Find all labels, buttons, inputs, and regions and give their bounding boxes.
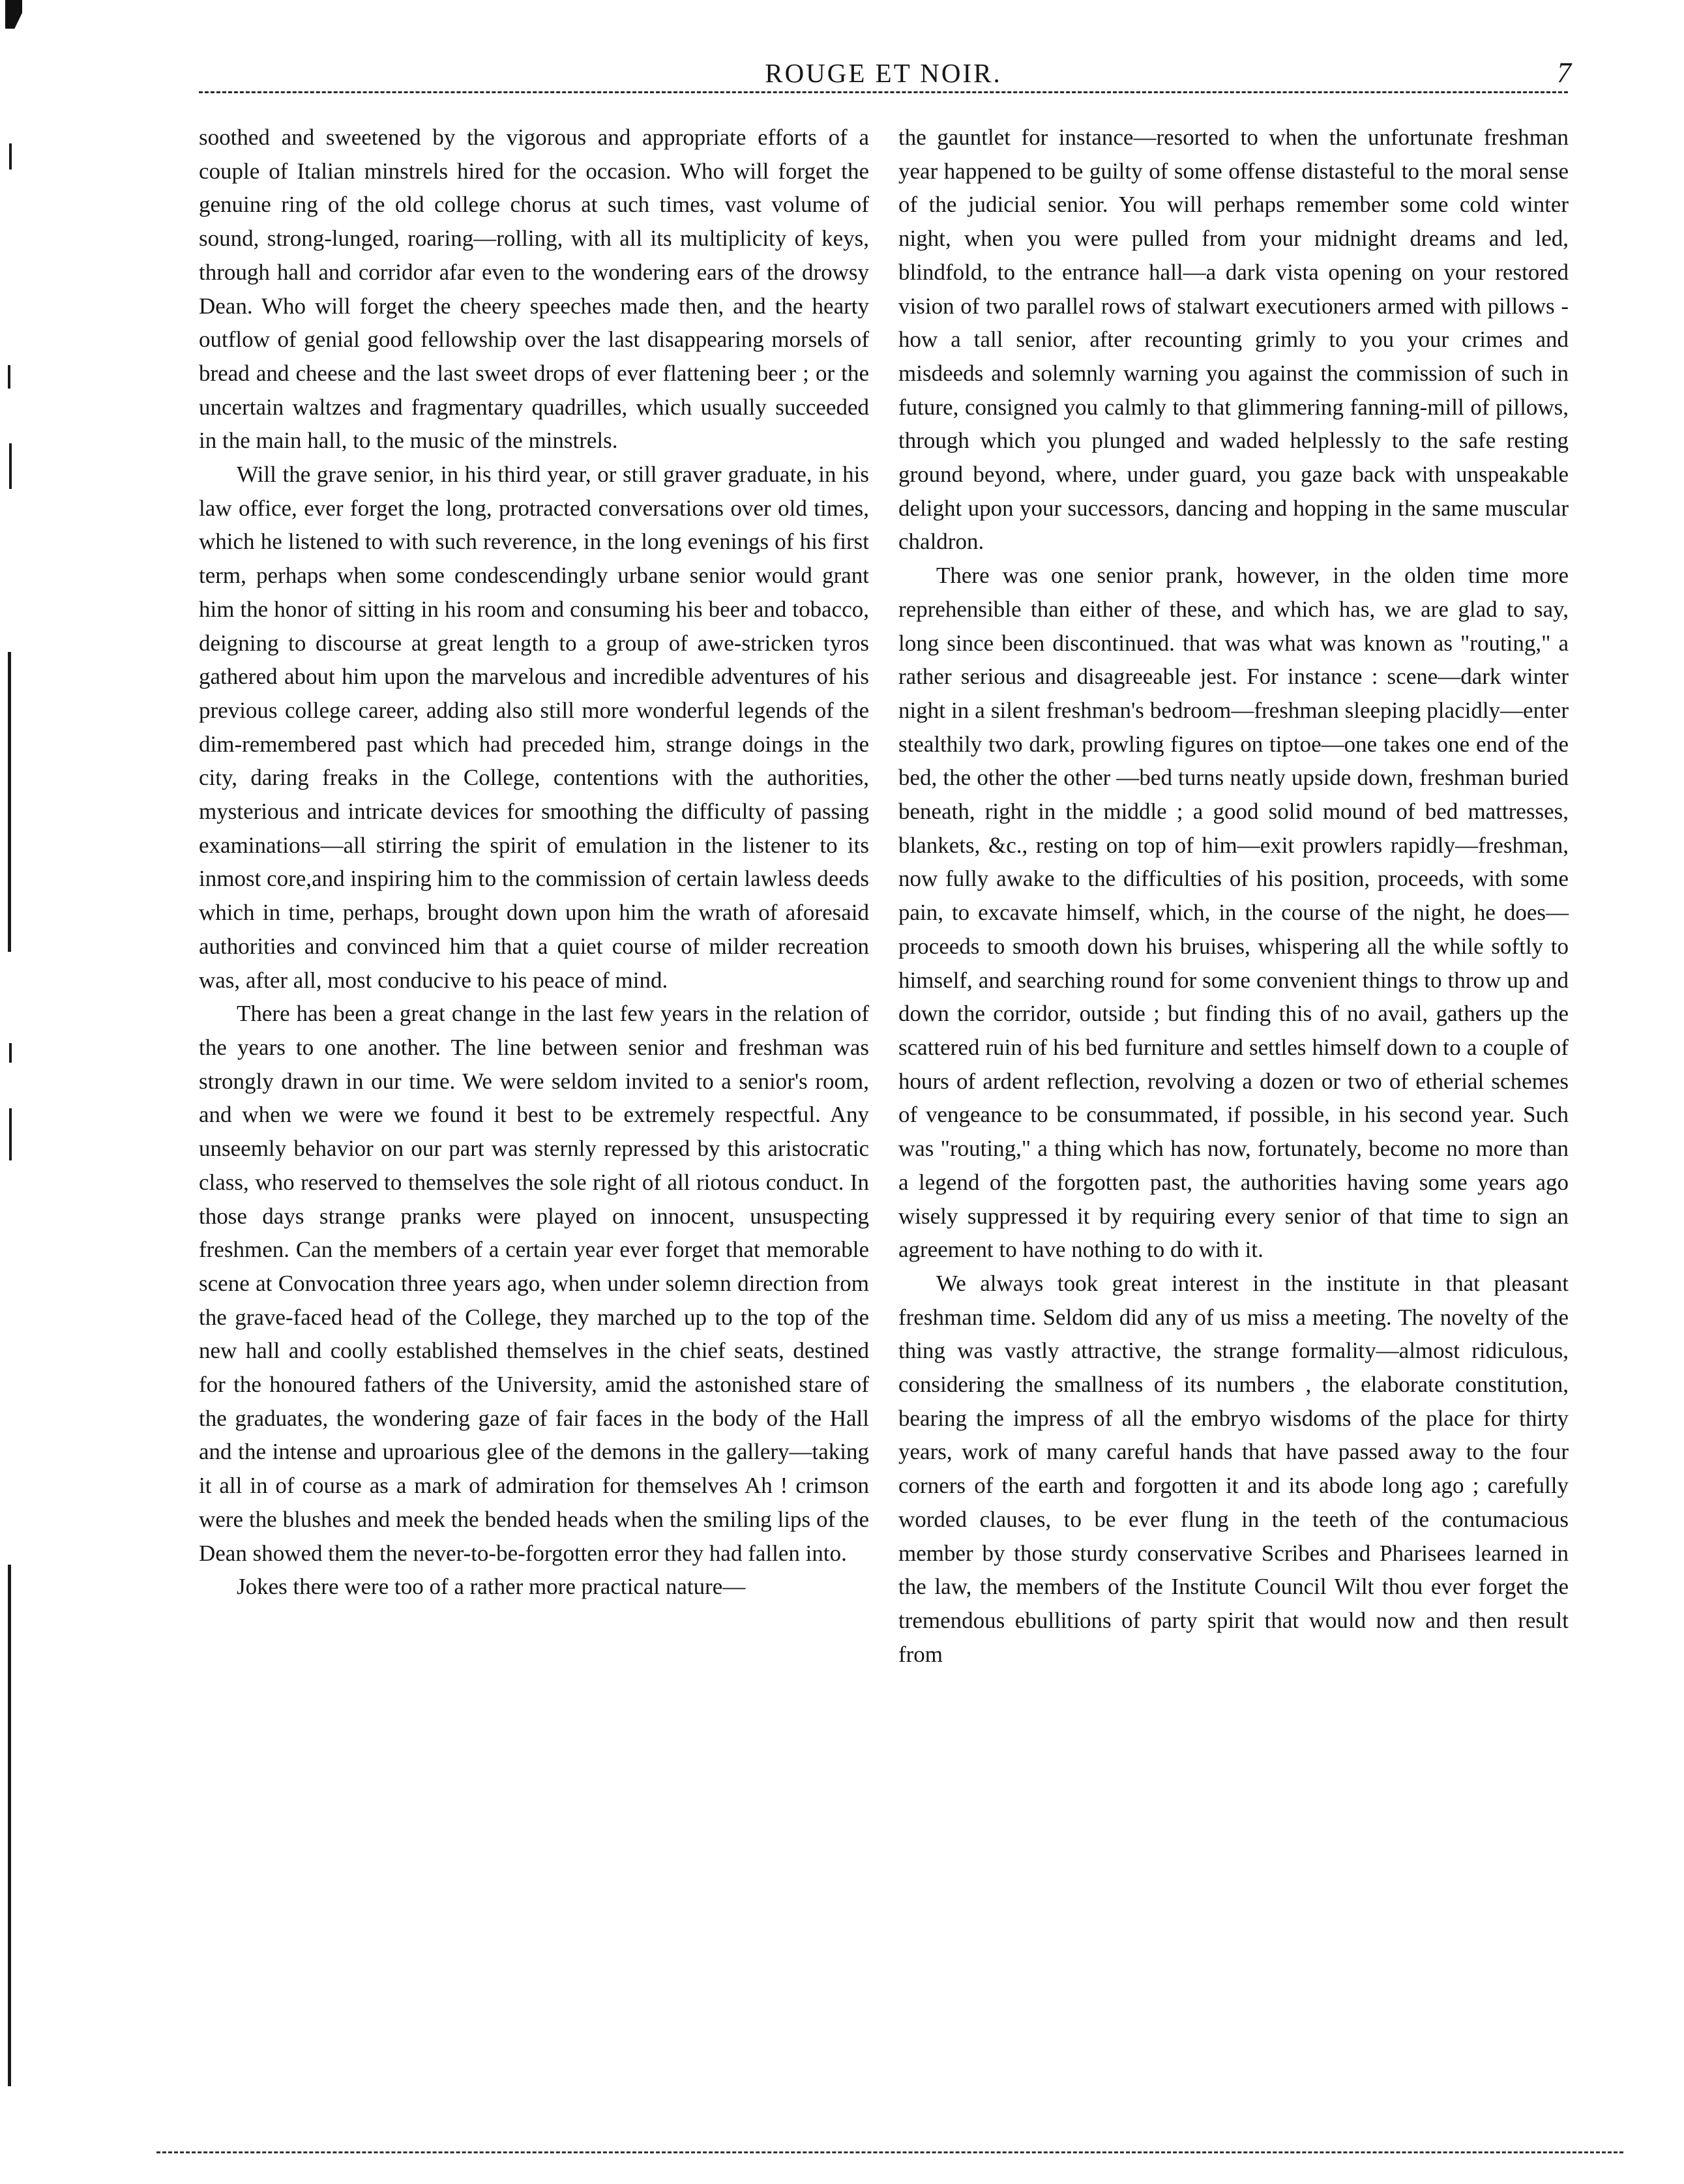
header-rule: [199, 91, 1568, 93]
margin-bleed-mark: [9, 1108, 12, 1160]
scan-corner-mark: [5, 0, 22, 29]
running-title: ROUGE ET NOIR.: [765, 58, 1002, 88]
margin-bleed-mark: [8, 652, 11, 952]
margin-bleed-mark: [9, 143, 12, 170]
running-header: [196, 53, 1571, 93]
margin-bleed-mark: [9, 443, 12, 489]
paragraph: soothed and sweetened by the vigorous and appropriate efforts of a couple of Italian minstrels hired for the occasion. Who will forget the genuine ring of the old college chorus at such times, vast volume of sound, strong-lunged, roaring—rolling, with all its multiplicity of keys, through hall and corridor afar even to the wondering ears of the drowsy Dean. Who will forget the cheery speeches made then, and the hearty outflow of genial good fellowship over the last disappearing morsels of bread and cheese and the last sweet drops of ever flattening beer ; or the uncertain waltzes and fragmentary quadrilles, which usually succeeded in the main hall, to the music of the minstrels.: [199, 125, 869, 454]
paragraph: the gauntlet for instance—resorted to when the unfortunate freshman year happened to be guilty of some offense distasteful to the moral sense of the judicial senior. You will perhaps remember some cold winter night, when you were pulled from your midnight dreams and led, blindfold, to the entrance hall—a dark vista opening on your restored vision of two parallel rows of stalwart executioners armed with pillows -how a tall senior, after recounting grimly to you your crimes and misdeeds and solemnly warning you against the commission of such in future, consigned you calmly to that glimmering fanning-mill of pillows, through which you plunged and waded helplessly to the safe resting ground beyond, where, under guard, you gaze back with unspeakable delight upon your successors, dancing and hopping in the same muscular chaldron.: [898, 125, 1569, 555]
paragraph: Jokes there were too of a rather more practical nature—: [237, 1574, 746, 1600]
footer-rule: [156, 2151, 1623, 2153]
paragraph: Will the grave senior, in his third year, or still graver graduate, in his law office, ever forget the long, protracted conversations over old times, which he listened to with such reverence, in the long evenings of his first term, perhaps when some condescendingly urbane senior would grant him the honor of sitting in his room and consuming his beer and tobacco, deigning to discourse at great length to a group of awe-stricken tyros gathered about him upon the marvelous and incredible adventures of his previous college career, adding also still more wonderful legends of the dim-remembered past which had preceded him, strange doings in the city, daring freaks in the College, contentions with the authorities, mysterious and intricate devices for smoothing the difficulty of passing examinations—all stirring the spirit of emulation in the listener to its inmost core,and inspiring him to the commission of certain lawless deeds which in time, perhaps, brought down upon him the wrath of aforesaid authorities and convinced him that a quiet course of milder recreation was, after all, most conducive to his peace of mind.: [199, 462, 869, 993]
paragraph: There has been a great change in the last few years in the relation of the years to one another. The line between senior and freshman was strongly drawn in our time. We were seldom invited to a senior's room, and when we were we found it best to be extremely respectful. Any unseemly behavior on our part was sternly repressed by this aristocratic class, who reserved to themselves the sole right of all riotous conduct. In those days strange pranks were played on innocent, unsuspecting freshmen. Can the members of a certain year ever forget that memorable scene at Convocation three years ago, when under solemn direction from the grave-faced head of the College, they marched up to the top of the new hall and coolly established themselves in the chief seats, destined for the honoured fathers of the University, amid the astonished stare of the graduates, the wondering gaze of fair faces in the body of the Hall and the intense and uproarious glee of the demons in the gallery—taking it all in of course as a mark of admiration for themselves Ah ! crimson were the blushes and meek the bended heads when the smiling lips of the Dean showed them the never-to-be-forgotten error they had fallen into.: [199, 1001, 869, 1566]
left-column: [199, 121, 869, 1604]
paragraph: We always took great interest in the institute in that pleasant freshman time. Seldom did any of us miss a meeting. The novelty of the thing was vastly attractive, the strange formality—almost ridiculous, considering the smallness of its numbers , the elaborate constitution, bearing the impress of all the embryo wisdoms of the place for thirty years, work of many careful hands that have passed away to the four corners of the earth and forgotten it and its abode long ago ; carefully worded clauses, to be ever flung in the teeth of the contumacious member by those sturdy conservative Scribes and Pharisees learned in the law, the members of the Institute Council Wilt thou ever forget the tremendous ebullitions of party spirit that would now and then result from: [898, 1270, 1569, 1667]
page-number: 7: [1557, 57, 1571, 89]
margin-bleed-mark: [8, 1565, 11, 2086]
margin-bleed-mark: [8, 365, 10, 389]
right-column: [898, 121, 1569, 1671]
margin-bleed-mark: [9, 1043, 12, 1063]
paragraph: There was one senior prank, however, in the olden time more reprehensible than either of these, and which has, we are glad to say, long since been discontinued. that was what was known as "routing," a rather serious and disagreeable jest. For instance : scene—dark winter night in a silent freshman's bedroom—freshman sleeping placidly—enter stealthily two dark, prowling figures on tiptoe—one takes one end of the bed, the other the other —bed turns neatly upside down, freshman buried beneath, right in the middle ; a good solid mound of bed mattresses, blankets, &c., resting on top of him—exit prowlers rapidly—freshman, now fully awake to the difficulties of his position, proceeds, with some pain, to excavate himself, which, in the course of the night, he does—proceeds to smooth down his bruises, whispering all the while softly to himself, and searching round for some convenient things to throw up and down the corridor, outside ; but finding this of no avail, gathers up the scattered ruin of his bed furniture and settles himself down to a couple of hours of ardent reflection, revolving a dozen or two of etherial schemes of vengeance to be consummated, if possible, in his second year. Such was "routing," a thing which has now, fortunately, become no more than a legend of the forgotten past, the authorities having some years ago wisely suppressed it by requiring every senior of that time to sign an agreement to have nothing to do with it.: [898, 563, 1569, 1263]
